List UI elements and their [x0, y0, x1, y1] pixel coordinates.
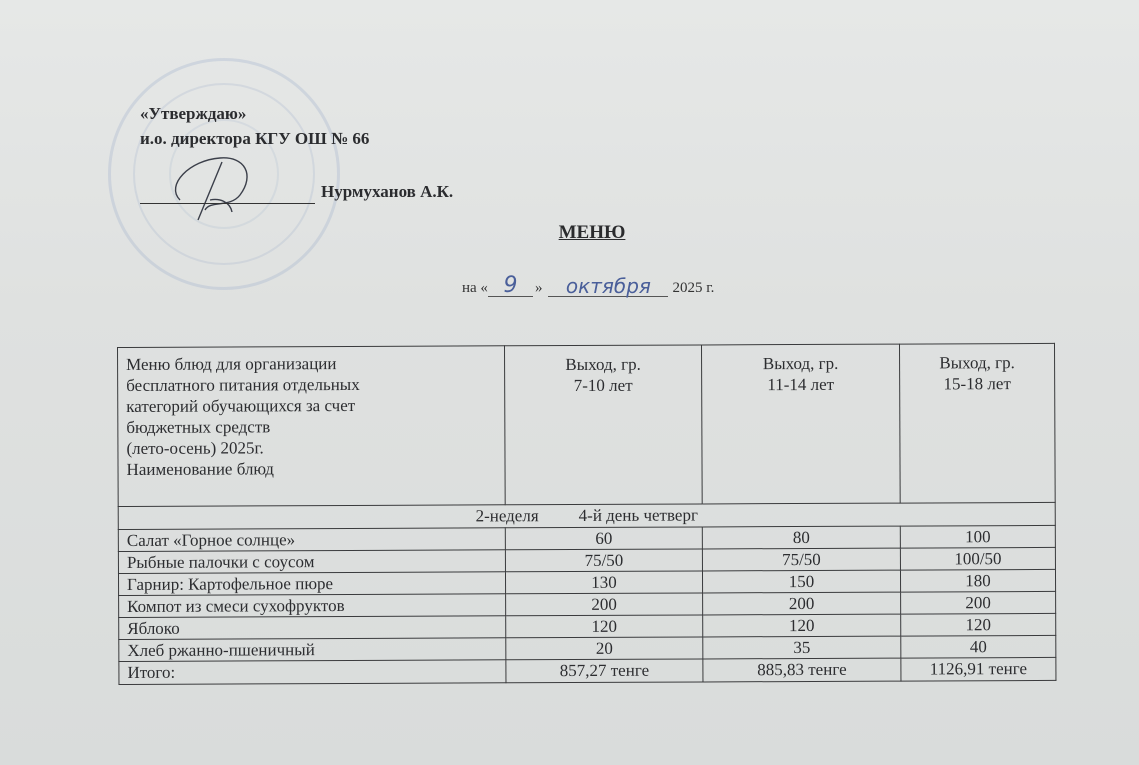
table-row: Компот из смеси сухофруктов 200 200 200	[119, 591, 1056, 617]
header-title-cell: Меню блюд для организации бесплатного питания отдельных категорий обучающихся за счет бюджетных средств (лето-осень) 2025г. Наименование блюд	[118, 346, 506, 507]
menu-table	[117, 343, 1056, 685]
approval-position: и.о. директора КГУ ОШ № 66	[140, 129, 370, 148]
table-row: Салат «Горное солнце» 60 80 100	[118, 525, 1055, 551]
signature-line	[140, 185, 315, 204]
table-row: Рыбные палочки с соусом 75/50 75/50 100/50	[118, 547, 1055, 573]
document-date: на « 9 » октября 2025 г.	[462, 273, 715, 298]
week-label: 2-неделя	[475, 506, 539, 526]
header-col-15-18: Выход, гр. 15-18 лет	[899, 343, 1055, 503]
handwritten-month: октября	[548, 276, 668, 297]
header-col-7-10: Выход, гр. 7-10 лет	[504, 345, 702, 505]
total-row: Итого: 857,27 тенге 885,83 тенге 1126,91 тенге	[119, 657, 1056, 684]
signatory-name: Нурмуханов А.К.	[321, 182, 454, 201]
table-header-row	[118, 343, 1056, 506]
approval-heading: «Утверждаю»	[140, 104, 247, 123]
document-title: МЕНЮ	[558, 222, 626, 243]
header-col-11-14: Выход, гр. 11-14 лет	[701, 344, 900, 504]
table-row: Хлеб ржанно-пшеничный 20 35 40	[119, 635, 1056, 661]
table-row: Гарнир: Картофельное пюре 130 150 180	[118, 569, 1055, 595]
handwritten-day: 9	[488, 276, 533, 297]
approval-block	[140, 101, 453, 204]
table-row: Яблоко 120 120 120	[119, 613, 1056, 639]
day-label: 4-й день четверг	[578, 505, 698, 525]
